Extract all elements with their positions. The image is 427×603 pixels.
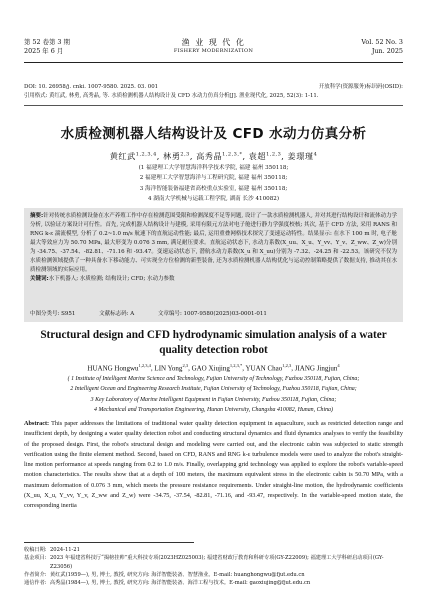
author-affiliation-marker: 4 [313, 151, 318, 158]
affiliation-line: 4 Mechanical and Transportation Engineering, Hunan University, Changsha 410082, Hunan, China) [94, 406, 333, 413]
footnote-label: 作者简介: [24, 571, 47, 578]
footnote-rule [24, 542, 194, 543]
title-cn: 水质检测机器人结构设计及 CFD 水动力仿真分析 [60, 126, 367, 142]
author-affiliation-marker: 1,2,3,* [222, 151, 243, 158]
doi-line [24, 83, 403, 91]
footnote-label: 收稿日期: [24, 547, 47, 553]
abstract-cn-label: 摘要: [30, 213, 44, 219]
affiliation-line: 2 Intelligent Ocean and Engineering Research Institute, Fujian University of Technology, Fuzhou 350118, Fujian, China; [70, 386, 357, 393]
citation: 引用格式: 黄红武, 林勇, 高秀晶, 等. 水质检测机器人结构设计及 CFD 水动力仿真分析[J]. 渔业现代化, 2025, 52(3): 1-11. [24, 93, 319, 99]
abstract-cn [30, 212, 397, 275]
classification-line [30, 310, 397, 318]
authors-en: HUANG Hongwu$^{1,2,3,4}$, LIN Yong$^{2,3}$, GAO Xiujing$^{1,2,3,*}$, YUAN Chao$^{1,2,3}$, JIANG Jingjun$^4$ [87, 363, 340, 373]
citation-line [24, 92, 403, 100]
footnote-text: 2024-11-21 [50, 547, 80, 553]
document-code: 文献标志码: A [99, 311, 135, 317]
affiliation-line: 4 湖南大学机械与运载工程学院, 湖南 长沙 410082) [147, 196, 280, 203]
footnote-row [24, 571, 403, 579]
author-affiliation-marker: 1,2,3 [282, 363, 292, 368]
keywords-cn [30, 275, 397, 284]
author-affiliation-marker: 1,2,3,4 [138, 363, 151, 368]
author-affiliation-marker: 4 [337, 363, 340, 368]
author-affiliation-marker: 1,2,3,4 [135, 151, 157, 158]
affiliations-en [24, 374, 403, 415]
author-name: 袁超 [248, 151, 267, 161]
affiliation-line: 3 Key Laboratory of Marine Intelligent Equipment in Fujian University, Fuzhou 350118, Fujian, China; [90, 396, 337, 403]
author-name: 高秀晶 [196, 151, 223, 161]
header-rule [24, 62, 403, 63]
footnotes [24, 546, 403, 587]
journal-name: 渔 业 现 代 化 FISHERY MODERNIZATION [173, 38, 254, 54]
footnote-text: 2023 年福建省科技厅“揭榜挂帅”重大科技专项(2023HZ025003); 福建省财政厅教育和科研专项(GY-Z22009); 福建理工大学科研启动项目(GY-Z23056) [50, 555, 384, 570]
author-name: LIN Yong [154, 364, 183, 373]
footnote-label: 通信作者: [24, 580, 47, 587]
author-affiliation-marker: 2,3 [182, 363, 189, 368]
affiliation-line: 3 海洋智能装备福建省高校重点实验室, 福建 福州 350118; [139, 185, 288, 192]
affiliations-cn [24, 163, 403, 205]
author-name: 林勇 [163, 151, 181, 161]
author-name: JIANG Jingjun [294, 364, 338, 373]
abstract-cn-text: 针对传统水质检测设备在水产养殖工作中存在检测范围受限和检测深度不足等问题, 设计了一款水质检测机器人, 并对其进行结构设计和流体动力学分析, 以验证方案设计可行性。首先, 完成机器人结构设计与建模, 采用有限元方法对电子舱进行静力学强度校核; 其次, 基于 CFD 方法, 采用 RANS 和 RNG k-ε 湍流模型, 分析了 0.2~1.0 m/s 航速下的直航运动性能; 最后, 运用重叠网格技术探究了变速运动特性。结果显示: 在水下 100 m 时, 电子舱最大等效应力为 50.70 MPa, 最大形变为 0.076 3 mm, 满足耐压要求。直航运动状态下, 水动力系数(X_uu、X_u、Y_vv、Y_v、Z_ww、Z_w)分别为 -34.75、-37.54、-82.81、-71.16 和 -93.47。变速运动状态下, 潜航水动力系数(X_u 和 X_uu)分别为 -7.32、-24.25 和 -22.53。该研究不仅为水质检测领域提供了一种具备水下移动能力、可实现全方位检测的新型装备, 还为水质检测机器人结构优化与运动控制策略提供了数据支持, 推动其在水质检测领域的实际应用。 [30, 213, 398, 273]
author-affiliation-marker: 2,3 [180, 151, 190, 158]
affiliation-line: 2 福建理工大学智慧海洋与工程研究院, 福建 福州 350118; [139, 175, 288, 182]
author-name: 姜璟瑾 [287, 151, 314, 161]
clc-number: 中图分类号: S951 [30, 311, 76, 317]
journal-header [24, 38, 403, 60]
affiliation-line: (1 福建理工大学智慧海洋科学技术学院, 福建 福州 350118; [138, 165, 289, 171]
abstract-en [24, 419, 403, 512]
doi[interactable]: DOI: 10. 26958/j. cnki. 1007-9580. 2025. 03. 001 [24, 84, 159, 90]
meta-rule [24, 105, 403, 106]
footnote-text: 高秀晶(1984—), 男, 博士, 教授, 研究方向: 海洋智能装备、海洋工程与技术。E-mail: gaoxiujing@fjut.edu.cn [50, 580, 311, 587]
author-name: GAO Xiujing [191, 364, 230, 373]
keywords-cn-label: 关键词: [30, 276, 49, 282]
osid-label: 开放科学(资源服务)标识码(OSID): [318, 84, 403, 90]
footnote-row [24, 579, 403, 587]
author-name: HUANG Hongwu [87, 364, 139, 373]
author-name: 黄红武 [109, 151, 136, 161]
volume-issue-en: Vol. 52 No. 3 Jun. 2025 [361, 38, 403, 55]
keywords-cn-text: 水下机器人; 水质检测; 结构设计; CFD; 水动力参数 [48, 276, 175, 282]
author-name: YUAN Chao [245, 364, 283, 373]
footnote-label: 基金项目: [24, 555, 47, 562]
volume-issue: 第 52 卷第 3 期 2025 年 6 月 [24, 38, 70, 55]
authors-cn: 黄红武$^{1,2,3,4}$, 林勇$^{2,3}$, 高秀晶$^{1,2,3,*}$, 袁超$^{1,2,3}$, 姜璟瑾$^4$ [109, 151, 318, 161]
abstract-en-label: Abstract: [24, 420, 50, 427]
footnote-row [24, 546, 403, 554]
title-en: Structural design and CFD hydrodynamic simulation analysis of a water quality detection robot [40, 329, 387, 356]
affiliation-line: ( 1 Institute of Intelligent Marine Science and Technology, Fujian University of Technology, Fuzhou 350118, Fujian, China; [67, 376, 360, 382]
abstract-en-text: This paper addresses the limitations of traditional water quality detection equipment in aquaculture, such as restricted detection range and insufficient depth, by designing a water quality detection robot and conducting structural dynamics and fluid dynamics analyses to verify the feasibility of the proposed design. First, the robot's structural design and modeling were carried out, and the electronic cabin was subjected to static strength verification using the finite element method. Second, based on CFD, RANS and RNG k-ε turbulence models were used to analyze the robot's straight-line motion performance at speeds ranging from 0.2 to 1.0 m/s. Finally, overlapping grid technology was applied to explore the robot's variable-speed motion characteristics. The results show that at a depth of 100 meters, the maximum equivalent stress in the electronic cabin is 50.70 MPa, with a maximum deformation of 0.076 3 mm, which meets the pressure resistance requirements. Under straight-line motion, the hydrodynamic coefficients (X_uu, X_u, Y_vv, Y_v, Z_ww and Z_w) were -34.75, -37.54, -82.81, -71.16, and -93.47, respectively. In the variable-speed motion state, the corresponding inertia [24, 420, 404, 510]
abstract-box-cn [24, 208, 403, 322]
footnote-text: 黄红武(1959—), 男, 博士, 教授, 研究方向: 海洋智能装备、智慧渔业。E-mail: huanghongwu@fjut.edu.cn [50, 571, 305, 578]
author-affiliation-marker: 1,2,3,* [229, 363, 243, 368]
footnote-row [24, 554, 403, 571]
article-number: 文章编号: 1007-9580(2025)03-0001-011 [157, 311, 267, 317]
author-affiliation-marker: 1,2,3 [266, 151, 282, 158]
